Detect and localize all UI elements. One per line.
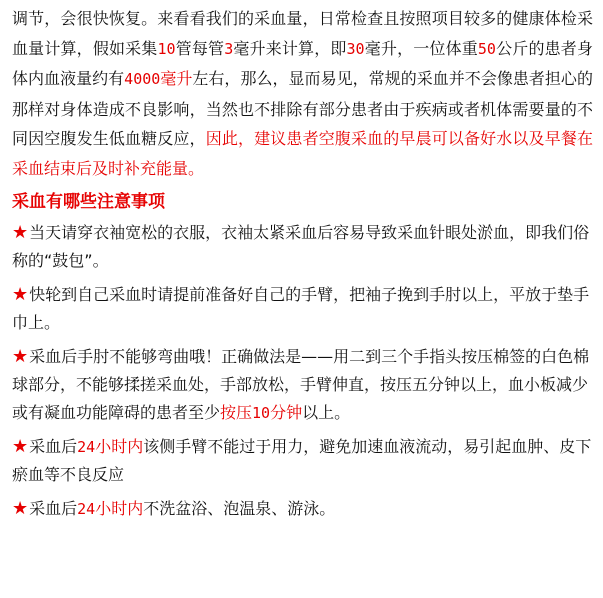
- list-item: [12, 495, 593, 523]
- item-text: 不洗盆浴、泡温泉、游泳。: [143, 499, 336, 518]
- item-text: 以上。: [302, 403, 351, 422]
- item-text: 当天请穿衣袖宽松的衣服，衣袖太紧采血后容易导致采血针眼处淤血，即我们俗称的“鼓包”。: [12, 223, 590, 270]
- item-number: 24: [77, 500, 96, 518]
- star-icon: ★: [12, 346, 29, 367]
- total-ml: 30: [346, 39, 365, 58]
- list-item: [12, 433, 593, 489]
- section-heading: 采血有哪些注意事项: [12, 192, 165, 212]
- intro-text: 调节，会很快恢复。来看看我们的采血量，日常检查且按照项目较多的健康体检采血量计算，假如采集: [12, 9, 593, 58]
- star-icon: ★: [12, 498, 29, 519]
- star-icon: ★: [12, 284, 29, 305]
- blood-volume: 4000: [124, 70, 161, 88]
- advice-text: 因此，建议患者空腹采血的早晨可以备好水以及早餐在采血结束后及时补充能量。: [12, 129, 593, 178]
- star-icon: ★: [12, 436, 29, 457]
- star-icon: ★: [12, 222, 29, 243]
- item-text: 采血后手肘不能够弯曲哦！正确做法是——用二到三个手指头按压棉签的白色棉球部分，不能够揉搓采血处，手部放松，手臂伸直，按压五分钟以上，血小板减少或有凝血功能障碍的患者至少: [12, 347, 590, 422]
- list-item: [12, 281, 593, 337]
- intro-paragraph: [12, 4, 593, 183]
- item-text: 采血后: [29, 437, 78, 456]
- intro-text: 左右，那么，显而易见，常规的采血并不会像患者担心的那样对身体造成不良影响，当然也不排除有部分患者由于疾病或者机体需要量的不同因空腹发生低血糖反应，: [12, 69, 593, 148]
- item-number: 24: [77, 438, 96, 456]
- list-item: [12, 343, 593, 427]
- list-item: [12, 219, 593, 275]
- tube-count: 10: [157, 39, 176, 58]
- blood-volume-unit: 毫升: [160, 69, 193, 88]
- item-highlight: 小时内: [95, 499, 144, 518]
- intro-text: 毫升来计算，即: [233, 38, 347, 58]
- item-text: 采血后: [29, 499, 78, 518]
- item-text: 该侧手臂不能过于用力，避免加速血液流动，易引起血肿、皮下瘀血等不良反应: [12, 437, 592, 484]
- intro-text: 毫升，一位体重: [364, 38, 478, 58]
- body-weight: 50: [477, 39, 496, 58]
- item-highlight: 分钟: [270, 403, 303, 422]
- item-text: 快轮到自己采血时请提前准备好自己的手臂，把袖子挽到手肘以上，平放于垫手巾上。: [12, 285, 590, 332]
- item-highlight: 小时内: [95, 437, 144, 456]
- intro-text: 公斤的患者身体内血液量约有: [12, 38, 593, 88]
- item-number: 10: [252, 404, 271, 422]
- intro-text: 管每管: [175, 38, 225, 58]
- item-highlight: 按压: [220, 403, 253, 422]
- ml-per-tube: 3: [224, 39, 234, 58]
